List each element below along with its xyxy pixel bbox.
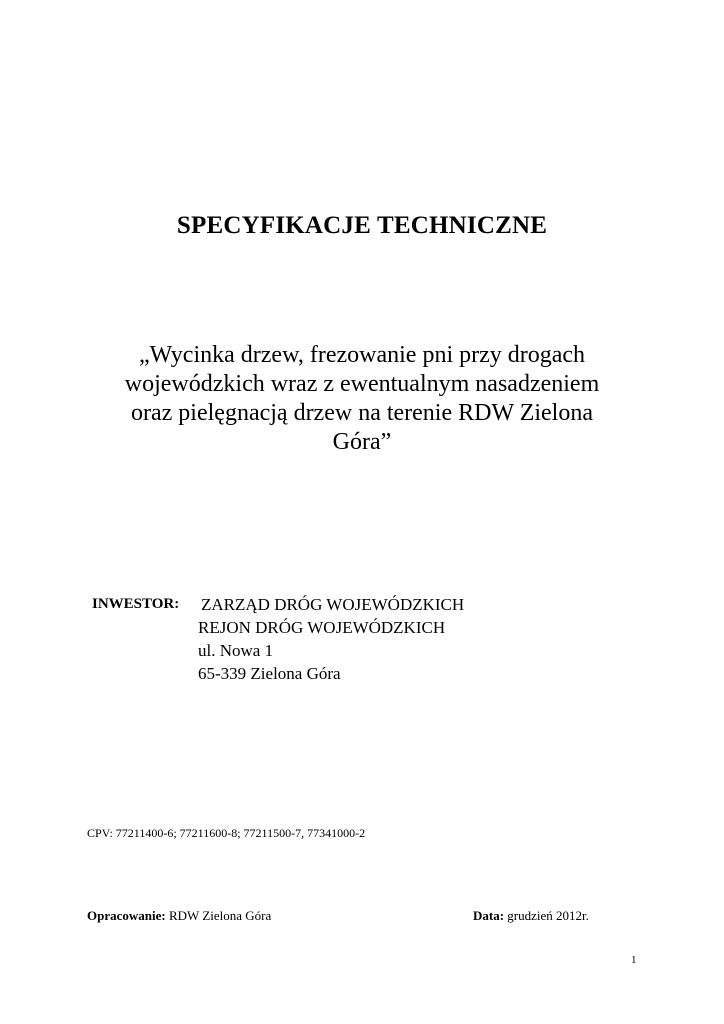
page-number: 1 — [631, 954, 637, 966]
document-date — [473, 908, 589, 924]
cpv-codes: CPV: 77211400-6; 77211600-8; 77211500-7, 77341000-2 — [87, 826, 366, 840]
prepared-by-value: RDW Zielona Góra — [168, 908, 272, 923]
prepared-by — [87, 908, 271, 924]
investor-label: INWESTOR: — [92, 596, 180, 612]
investor-address — [198, 593, 464, 685]
investor-city-line: 65-339 Zielona Góra — [198, 664, 341, 683]
investor-region-line: REJON DRÓG WOJEWÓDZKICH — [198, 618, 446, 637]
subject-line: Góra” — [332, 429, 392, 455]
document-title: SPECYFIKACJE TECHNICZNE — [176, 212, 548, 239]
subject-line: „Wycinka drzew, frezowanie pni przy drogach — [138, 342, 586, 368]
investor-name-line: ZARZĄD DRÓG WOJEWÓDZKICH — [201, 595, 465, 614]
prepared-by-label: Opracowanie: — [87, 908, 166, 923]
subject-line: oraz pielęgnacją drzew na terenie RDW Zielona — [131, 400, 593, 426]
date-value: grudzień 2012r. — [507, 908, 589, 923]
subject-block — [0, 341, 724, 457]
investor-street-line: ul. Nowa 1 — [198, 641, 274, 660]
subject-line: wojewódzkich wraz z ewentualnym nasadzeniem — [124, 371, 600, 397]
date-label: Data: — [473, 908, 505, 923]
